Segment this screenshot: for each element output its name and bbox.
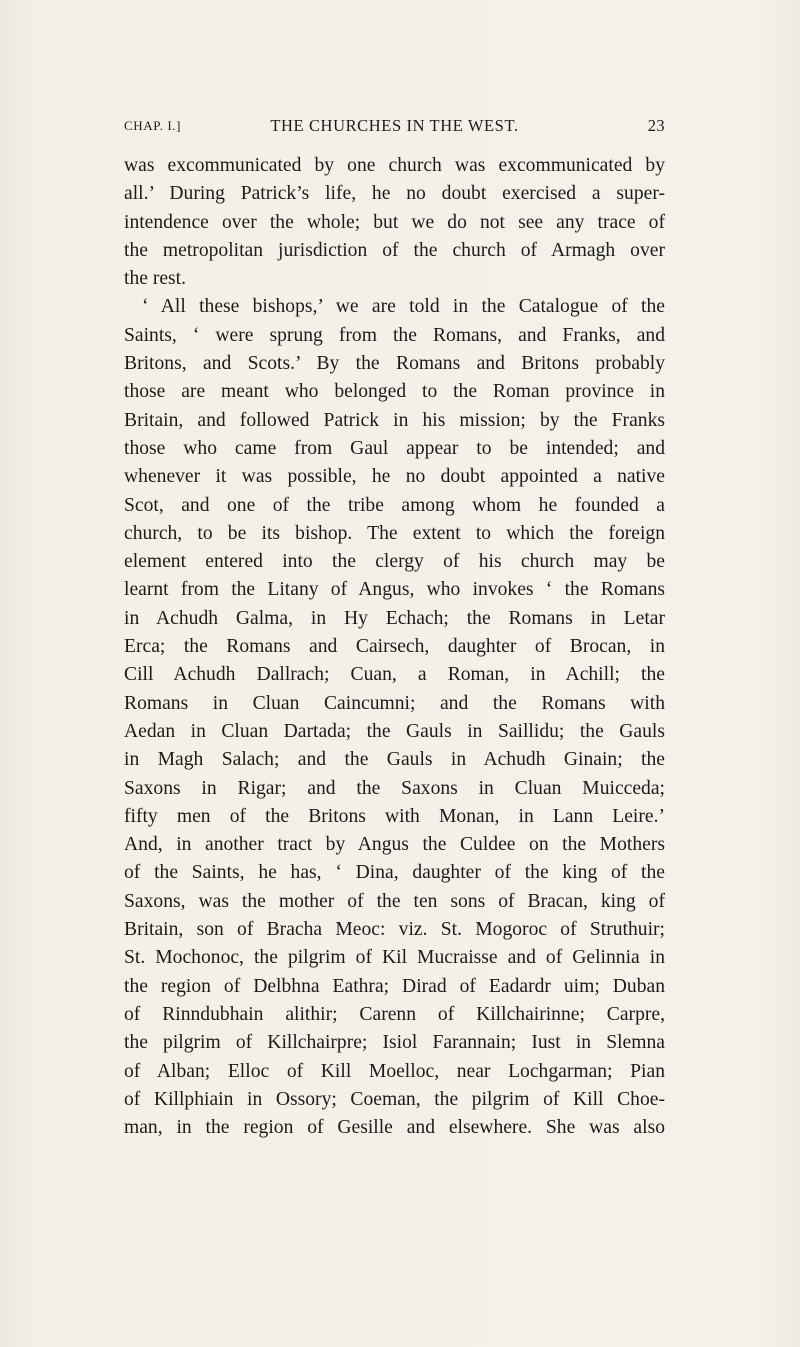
text-line: in Achudh Galma, in Hy Echach; the Romans in Letar — [124, 607, 665, 629]
text-line: the region of Delbhna Eathra; Dirad of Eadardr uim; Duban — [124, 975, 665, 997]
text-line: of Killphiain in Ossory; Coeman, the pilgrim of Kill Choe- — [124, 1088, 665, 1110]
text-line: Erca; the Romans and Cairsech, daughter of Brocan, in — [124, 636, 665, 658]
text-line: Saxons, was the mother of the ten sons of Bracan, king of — [124, 890, 665, 912]
text-line: ‘ All these bishops,’ we are told in the Catalogue of the — [142, 296, 665, 318]
text-line: of Alban; Elloc of Kill Moelloc, near Lochgarman; Pian — [124, 1060, 665, 1082]
text-line: the metropolitan jurisdiction of the church of Armagh over — [124, 239, 665, 261]
chapter-label: CHAP. I.] — [124, 118, 182, 133]
text-line: Scot, and one of the tribe among whom he founded a — [124, 494, 665, 516]
text-line: the rest. — [124, 268, 187, 290]
text-line: Cill Achudh Dallrach; Cuan, a Roman, in Achill; the — [124, 664, 665, 686]
text-line: in Magh Salach; and the Gauls in Achudh Ginain; the — [124, 749, 665, 771]
text-line: whenever it was possible, he no doubt appointed a native — [124, 466, 665, 488]
text-line: fifty men of the Britons with Monan, in Lann Leire.’ — [124, 805, 665, 827]
page-header-title: THE CHURCHES IN THE WEST. — [270, 116, 519, 135]
text-line: Aedan in Cluan Dartada; the Gauls in Saillidu; the Gauls — [124, 720, 665, 742]
text-line: Saxons in Rigar; and the Saxons in Cluan Muicceda; — [124, 777, 665, 799]
text-line: those who came from Gaul appear to be intended; and — [124, 437, 665, 459]
text-line: those are meant who belonged to the Roman province in — [124, 381, 665, 403]
page-number: 23 — [647, 116, 665, 135]
body-text — [124, 152, 665, 1142]
running-head — [124, 116, 665, 138]
text-line: church, to be its bishop. The extent to which the foreign — [124, 522, 665, 544]
text-line: the pilgrim of Killchairpre; Isiol Farannain; Iust in Slemna — [124, 1032, 665, 1054]
text-line: all.’ During Patrick’s life, he no doubt exercised a super- — [124, 183, 665, 205]
text-line: Romans in Cluan Caincumni; and the Romans with — [124, 692, 665, 714]
text-line: Saints, ‘ were sprung from the Romans, and Franks, and — [124, 324, 665, 346]
text-line: was excommunicated by one church was excommunicated by — [124, 155, 665, 176]
text-line: Britain, son of Bracha Meoc: viz. St. Mogoroc of Struthuir; — [124, 919, 665, 941]
text-line: of Rinndubhain alithir; Carenn of Killchairinne; Carpre, — [124, 1003, 665, 1025]
text-line: Britons, and Scots.’ By the Romans and Britons probably — [124, 353, 665, 375]
text-line: St. Mochonoc, the pilgrim of Kil Mucraisse and of Gelinnia in — [124, 947, 665, 969]
text-line: Britain, and followed Patrick in his mission; by the Franks — [124, 409, 665, 431]
text-line: element entered into the clergy of his church may be — [124, 551, 665, 573]
text-line: of the Saints, he has, ‘ Dina, daughter of the king of the — [124, 862, 665, 884]
text-line: intendence over the whole; but we do not see any trace of — [124, 211, 665, 233]
text-line: man, in the region of Gesille and elsewhere. She was also — [124, 1117, 665, 1139]
text-line: And, in another tract by Angus the Culdee on the Mothers — [124, 834, 665, 856]
text-line: learnt from the Litany of Angus, who invokes ‘ the Romans — [124, 579, 665, 601]
